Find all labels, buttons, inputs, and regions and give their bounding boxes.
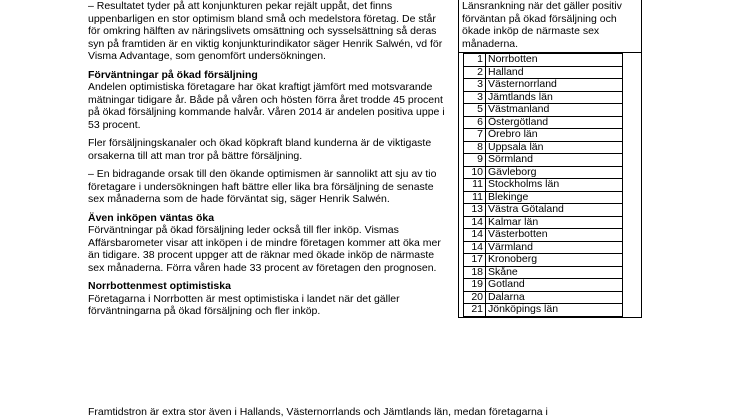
table-row xyxy=(464,279,623,292)
table-row xyxy=(464,79,623,92)
table-row xyxy=(464,304,623,317)
county-name: Dalarna xyxy=(486,291,623,304)
county-name: Västernorrland xyxy=(486,79,623,92)
rank-number: 17 xyxy=(464,254,486,267)
county-name: Värmland xyxy=(486,241,623,254)
county-name: Örebro län xyxy=(486,129,623,142)
county-name: Västerbotten xyxy=(486,229,623,242)
rank-number: 14 xyxy=(464,216,486,229)
county-name: Skåne xyxy=(486,266,623,279)
county-name: Västra Götaland xyxy=(486,204,623,217)
table-row xyxy=(464,104,623,117)
rank-number: 14 xyxy=(464,229,486,242)
purchases-paragraph: Förväntningar på ökad försäljning leder också till fler inköp. Vismas Affärsbarometer visar att inköpen i de mindre företagen kommer att öka mer än tidigare. 38 procent uppger att de räknar med ökade inköp de närmaste sex månaderna. Förra våren hade 33 procent av företagen den prognosen. xyxy=(88,224,441,274)
county-name: Gävleborg xyxy=(486,166,623,179)
table-row xyxy=(464,266,623,279)
rank-number: 8 xyxy=(464,141,486,154)
table-row xyxy=(464,216,623,229)
county-name: Gotland xyxy=(486,279,623,292)
section-heading-purchases: Även inköpen väntas öka xyxy=(88,211,215,224)
rank-number: 19 xyxy=(464,279,486,292)
county-name: Uppsala län xyxy=(486,141,623,154)
table-row xyxy=(464,129,623,142)
county-name: Norrbotten xyxy=(486,54,623,67)
rank-number: 3 xyxy=(464,79,486,92)
county-name: Västmanland xyxy=(486,104,623,117)
article-body xyxy=(88,0,446,324)
rank-number: 20 xyxy=(464,291,486,304)
table-row xyxy=(464,54,623,67)
county-name: Halland xyxy=(486,66,623,79)
rank-number: 10 xyxy=(464,166,486,179)
county-name: Blekinge xyxy=(486,191,623,204)
rank-number: 9 xyxy=(464,154,486,167)
table-row xyxy=(464,291,623,304)
rank-number: 18 xyxy=(464,266,486,279)
table-row xyxy=(464,66,623,79)
rank-number: 14 xyxy=(464,241,486,254)
sales-paragraph-3: – En bidragande orsak till den ökande optimismen är sannolikt att sju av tio företagare i undersökningen haft bättre eller lika bra försäljning de senaste sex månaderna som de hade förväntat sig, säger Henrik Salwén. xyxy=(88,168,437,205)
rank-number: 5 xyxy=(464,104,486,117)
table-row xyxy=(464,91,623,104)
section-heading-sales: Förväntningar på ökad försäljning xyxy=(88,68,258,81)
county-name: Kalmar län xyxy=(486,216,623,229)
county-ranking-box xyxy=(458,0,642,318)
intro-paragraph: – Resultatet tyder på att konjunkturen pekar rejält uppåt, det finns uppenbarligen en stor optimism bland små och medelstora företag. De står för omkring hälften av näringslivets omsättning och sysselsättning så deras syn på framtiden är en viktig konjunkturindikator säger Henrik Salwén, vd för Visma Advantage, som genomfört undersökningen. xyxy=(88,0,443,62)
table-row xyxy=(464,141,623,154)
rank-number: 6 xyxy=(464,116,486,129)
county-name: Östergötland xyxy=(486,116,623,129)
county-name: Jönköpings län xyxy=(486,304,623,317)
table-row xyxy=(464,229,623,242)
ranking-caption: Länsrankning när det gäller positiv förväntan på ökad försäljning och ökade inköp de närmaste sex månaderna. xyxy=(459,0,641,53)
rank-number: 7 xyxy=(464,129,486,142)
rank-number: 3 xyxy=(464,91,486,104)
rank-number: 2 xyxy=(464,66,486,79)
table-row xyxy=(464,241,623,254)
rank-number: 11 xyxy=(464,191,486,204)
county-name: Jämtlands län xyxy=(486,91,623,104)
rank-number: 21 xyxy=(464,304,486,317)
table-row xyxy=(464,191,623,204)
county-ranking-table xyxy=(463,53,623,317)
table-row xyxy=(464,166,623,179)
table-row xyxy=(464,116,623,129)
rank-number: 1 xyxy=(464,54,486,67)
norrbotten-paragraph: Företagarna i Norrbotten är mest optimistiska i landet när det gäller förväntningarna på ökad försäljning och fler inköp. xyxy=(88,292,400,317)
table-row xyxy=(464,204,623,217)
section-heading-norrbotten: Norrbottenmest optimistiska xyxy=(88,280,231,292)
continuation-line: Framtidstron är extra stor även i Hallands, Västernorrlands och Jämtlands län, medan företagarna i xyxy=(88,406,548,418)
county-name: Kronoberg xyxy=(486,254,623,267)
rank-number: 13 xyxy=(464,204,486,217)
rank-number: 11 xyxy=(464,179,486,192)
county-name: Stockholms län xyxy=(486,179,623,192)
county-name: Sörmland xyxy=(486,154,623,167)
table-row xyxy=(464,179,623,192)
sales-paragraph-2: Fler försäljningskanaler och ökad köpkraft bland kunderna är de viktigaste orsakerna till att man tror på bättre försäljning. xyxy=(88,137,432,162)
sales-paragraph-1: Andelen optimistiska företagare har ökat kraftigt jämfört med motsvarande mätningar tidigare år. Både på våren och hösten förra året trodde 45 procent på ökad försäljning kommande halvår. Våren 2014 är andelen positiva uppe i 53 procent. xyxy=(88,81,445,131)
table-row xyxy=(464,154,623,167)
table-row xyxy=(464,254,623,267)
